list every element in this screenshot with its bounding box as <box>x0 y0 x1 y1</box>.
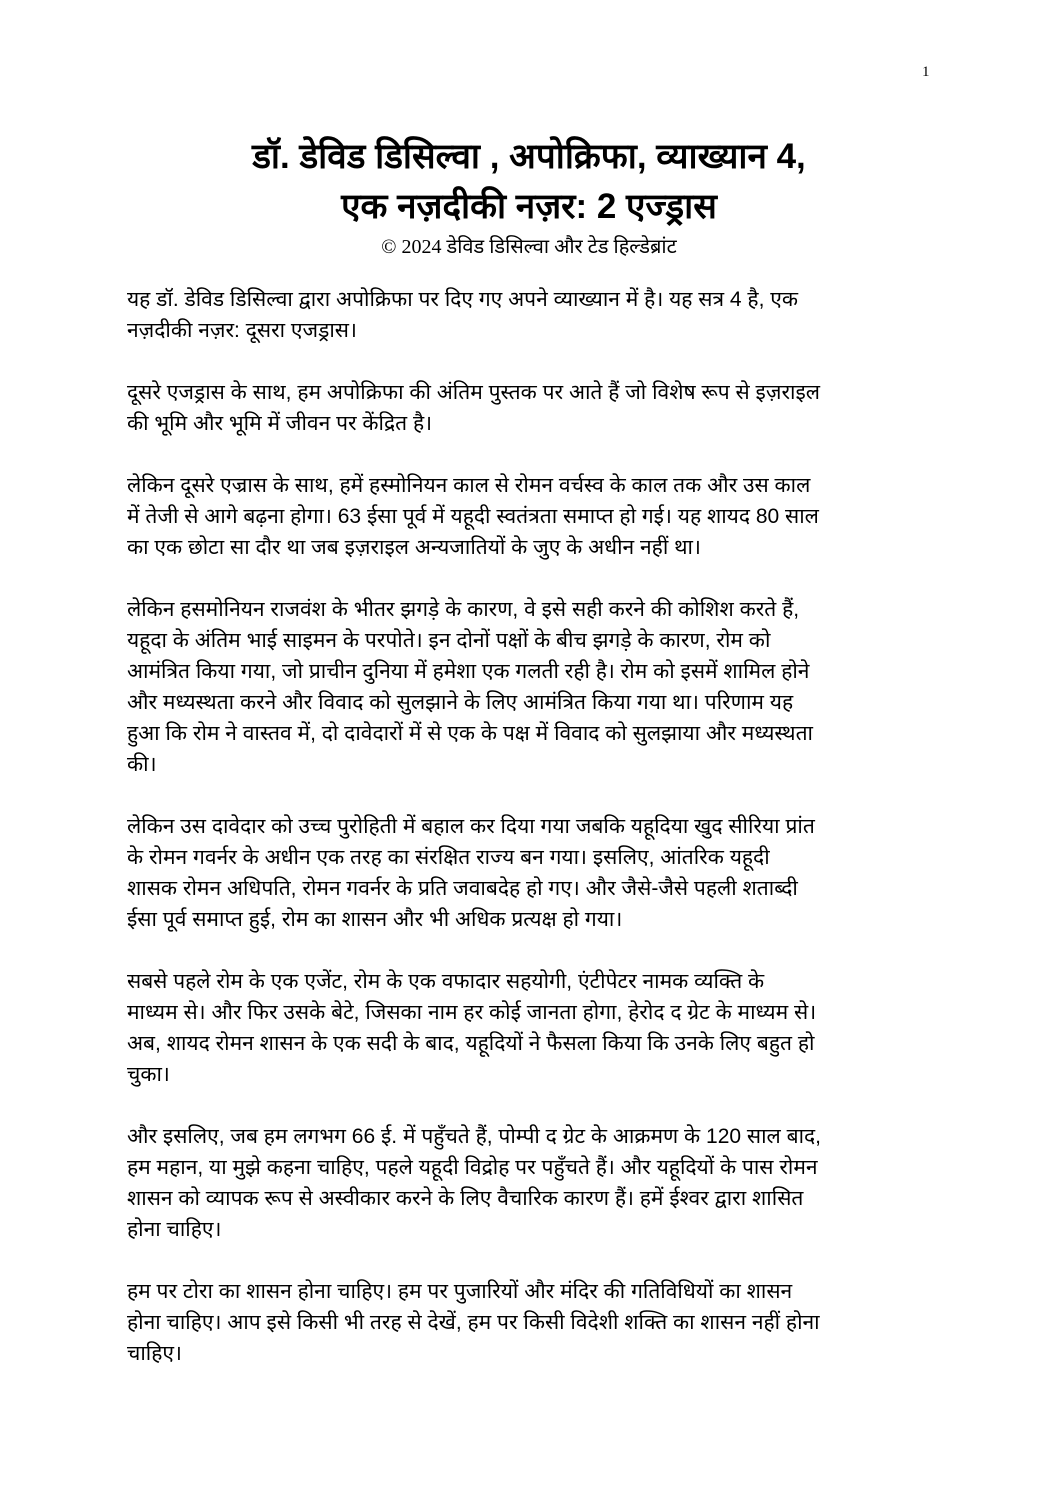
text-line: और इसलिए, जब हम लगभग 66 ई. में पहुँचते हैं, पोम्पी द ग्रेट के आक्रमण के 120 साल बाद, <box>127 1125 822 1148</box>
text-line: ईसा पूर्व समाप्त हुई, रोम का शासन और भी अधिक प्रत्यक्ष हो गया। <box>127 908 623 931</box>
text-line: चाहिए। <box>127 1342 182 1365</box>
text-line: शासन को व्यापक रूप से अस्वीकार करने के लिए वैचारिक कारण हैं। हमें ईश्वर द्वारा शासित <box>127 1187 804 1210</box>
title-line: एक नज़दीकी नज़र: 2 एज्ड्रास <box>341 187 717 226</box>
text-line: हम पर टोरा का शासन होना चाहिए। हम पर पुजारियों और मंदिर की गतिविधियों का शासन <box>127 1280 793 1303</box>
text-line: शासक रोमन अधिपति, रोमन गवर्नर के प्रति जवाबदेह हो गए। और जैसे-जैसे पहली शताब्दी <box>127 877 798 900</box>
document-title <box>0 132 1058 232</box>
text-line: लेकिन दूसरे एज्रास के साथ, हमें हस्मोनियन काल से रोमन वर्चस्व के काल तक और उस काल <box>127 474 811 497</box>
document-body <box>127 284 947 1400</box>
text-line: के रोमन गवर्नर के अधीन एक तरह का संरक्षित राज्य बन गया। इसलिए, आंतरिक यहूदी <box>127 846 770 869</box>
text-line: हम महान, या मुझे कहना चाहिए, पहले यहूदी विद्रोह पर पहुँचते हैं। और यहूदियों के पास रोमन <box>127 1156 818 1179</box>
text-line: का एक छोटा सा दौर था जब इज़राइल अन्यजातियों के जुए के अधीन नहीं था। <box>127 536 701 559</box>
paragraph <box>127 470 947 563</box>
title-line: डॉ. डेविड डिसिल्वा , अपोक्रिफा, व्याख्यान 4, <box>252 137 806 176</box>
text-line: माध्यम से। और फिर उसके बेटे, जिसका नाम हर कोई जानता होगा, हेरोद द ग्रेट के माध्यम से। <box>127 1001 817 1024</box>
text-line: यहूदा के अंतिम भाई साइमन के परपोते। इन दोनों पक्षों के बीच झगड़े के कारण, रोम को <box>127 629 771 652</box>
paragraph <box>127 966 947 1090</box>
page-number: 1 <box>922 64 930 80</box>
text-line: अब, शायद रोमन शासन के एक सदी के बाद, यहूदियों ने फैसला किया कि उनके लिए बहुत हो <box>127 1032 815 1055</box>
text-line: होना चाहिए। आप इसे किसी भी तरह से देखें, हम पर किसी विदेशी शक्ति का शासन नहीं होना <box>127 1311 820 1334</box>
paragraph <box>127 594 947 780</box>
text-line: सबसे पहले रोम के एक एजेंट, रोम के एक वफादार सहयोगी, एंटीपेटर नामक व्यक्ति के <box>127 970 765 993</box>
paragraph <box>127 1121 947 1245</box>
text-line: लेकिन हसमोनियन राजवंश के भीतर झगड़े के कारण, वे इसे सही करने की कोशिश करते हैं, <box>127 598 800 621</box>
copyright-line: © 2024 डेविड डिसिल्वा और टेड हिल्डेब्रांट <box>381 236 677 258</box>
text-line: और मध्यस्थता करने और विवाद को सुलझाने के लिए आमंत्रित किया गया था। परिणाम यह <box>127 691 794 714</box>
paragraph <box>127 1276 947 1369</box>
text-line: आमंत्रित किया गया, जो प्राचीन दुनिया में हमेशा एक गलती रही है। रोम को इसमें शामिल होने <box>127 660 810 683</box>
paragraph <box>127 377 947 439</box>
text-line: दूसरे एजड्रास के साथ, हम अपोक्रिफा की अंतिम पुस्तक पर आते हैं जो विशेष रूप से इज़राइल <box>127 381 821 404</box>
text-line: होना चाहिए। <box>127 1218 222 1241</box>
text-line: यह डॉ. डेविड डिसिल्वा द्वारा अपोक्रिफा पर दिए गए अपने व्याख्यान में है। यह सत्र 4 है, एक <box>127 288 798 311</box>
paragraph <box>127 811 947 935</box>
text-line: की। <box>127 753 157 776</box>
text-line: की भूमि और भूमि में जीवन पर केंद्रित है। <box>127 412 433 435</box>
text-line: नज़दीकी नज़र: दूसरा एजड्रास। <box>127 319 357 342</box>
text-line: हुआ कि रोम ने वास्तव में, दो दावेदारों में से एक के पक्ष में विवाद को सुलझाया और मध्यस्थता <box>127 722 814 745</box>
paragraph <box>127 284 947 346</box>
text-line: लेकिन उस दावेदार को उच्च पुरोहिती में बहाल कर दिया गया जबकि यहूदिया खुद सीरिया प्रांत <box>127 815 815 838</box>
text-line: चुका। <box>127 1063 170 1086</box>
text-line: में तेजी से आगे बढ़ना होगा। 63 ईसा पूर्व में यहूदी स्वतंत्रता समाप्त हो गई। यह शायद 80 साल <box>127 505 819 528</box>
